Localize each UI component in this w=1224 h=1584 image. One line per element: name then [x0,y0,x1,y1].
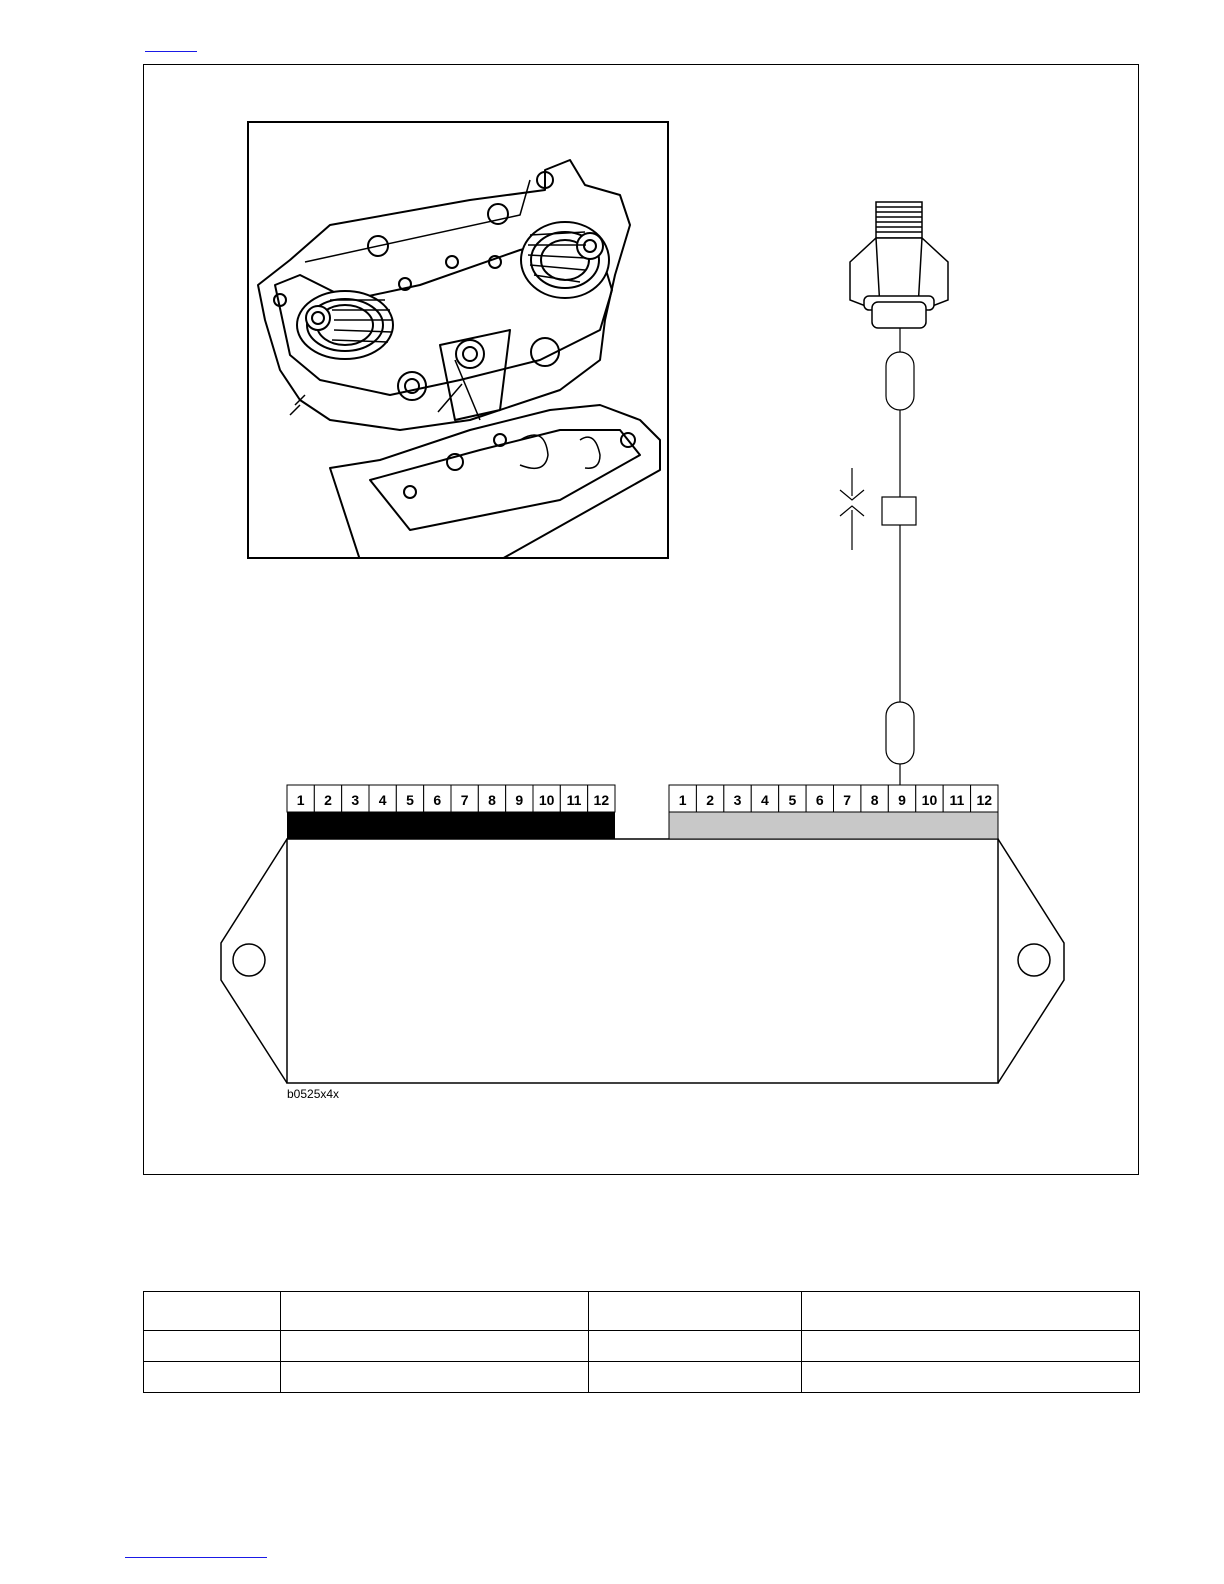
table-cell [281,1292,589,1331]
left-connector-pin-label: 3 [351,792,360,808]
table-cell [144,1331,281,1362]
table-row [144,1331,1140,1362]
specification-table [143,1291,1140,1393]
control-module [221,839,1064,1083]
table-cell [589,1292,802,1331]
left-connector-pin-label: 7 [460,792,469,808]
left-connector-pin-label: 1 [296,792,305,808]
table-cell [589,1362,802,1393]
right-connector-pin-label: 11 [949,792,965,808]
left-connector-pin-label: 4 [378,792,387,808]
left-connector-pin-label: 11 [566,792,582,808]
table-cell [802,1331,1140,1362]
left-connector-pin-label: 9 [515,792,524,808]
bottom-link-line[interactable] [125,1556,267,1558]
right-connector-pin-label: 3 [733,792,742,808]
cylinder-head-illustration [248,122,668,560]
left-connector-housing [287,812,615,839]
right-connector-pin-label: 9 [898,792,906,808]
module-body [287,839,998,1083]
right-connector-pins [669,785,998,812]
sensor-base [872,302,926,328]
right-connector-pin-label: 6 [815,792,824,808]
left-mounting-hole [233,944,265,976]
upper-sleeve [886,352,914,410]
right-connector-pin-label: 2 [706,792,715,808]
left-connector-pin-label: 6 [433,792,442,808]
table-header-row [144,1292,1140,1331]
table-cell [802,1292,1140,1331]
wire-harness [882,328,916,785]
table-cell [802,1362,1140,1393]
figure-code: b0525x4x [287,1087,340,1101]
right-connector-pin-label: 12 [976,792,993,808]
connector-symbol [840,468,864,550]
table-cell [144,1292,281,1331]
left-connector-pin-label: 8 [488,792,496,808]
table-cell [144,1362,281,1393]
temperature-sensor [850,202,948,328]
lower-sleeve [886,702,914,764]
left-connector-pin-label: 5 [406,792,414,808]
inline-connector [882,497,916,525]
right-connector-pin-label: 5 [788,792,797,808]
table-cell [281,1362,589,1393]
left-connector-pin-label: 10 [538,792,555,808]
left-connector-pin-label: 12 [593,792,610,808]
right-connector-pin-label: 8 [870,792,879,808]
right-mounting-hole [1018,944,1050,976]
left-valve-spring [297,291,393,359]
right-connector-pin-label: 4 [761,792,769,808]
table-cell [281,1331,589,1362]
right-valve-spring [521,222,609,298]
right-connector-housing [669,812,998,839]
right-connector-pin-label: 10 [921,792,938,808]
table-cell [589,1331,802,1362]
right-connector-pin-label: 7 [843,792,852,808]
right-connector-pin-label: 1 [678,792,687,808]
table-row [144,1362,1140,1393]
left-connector-pins [287,785,615,812]
left-connector-pin-label: 2 [324,792,332,808]
